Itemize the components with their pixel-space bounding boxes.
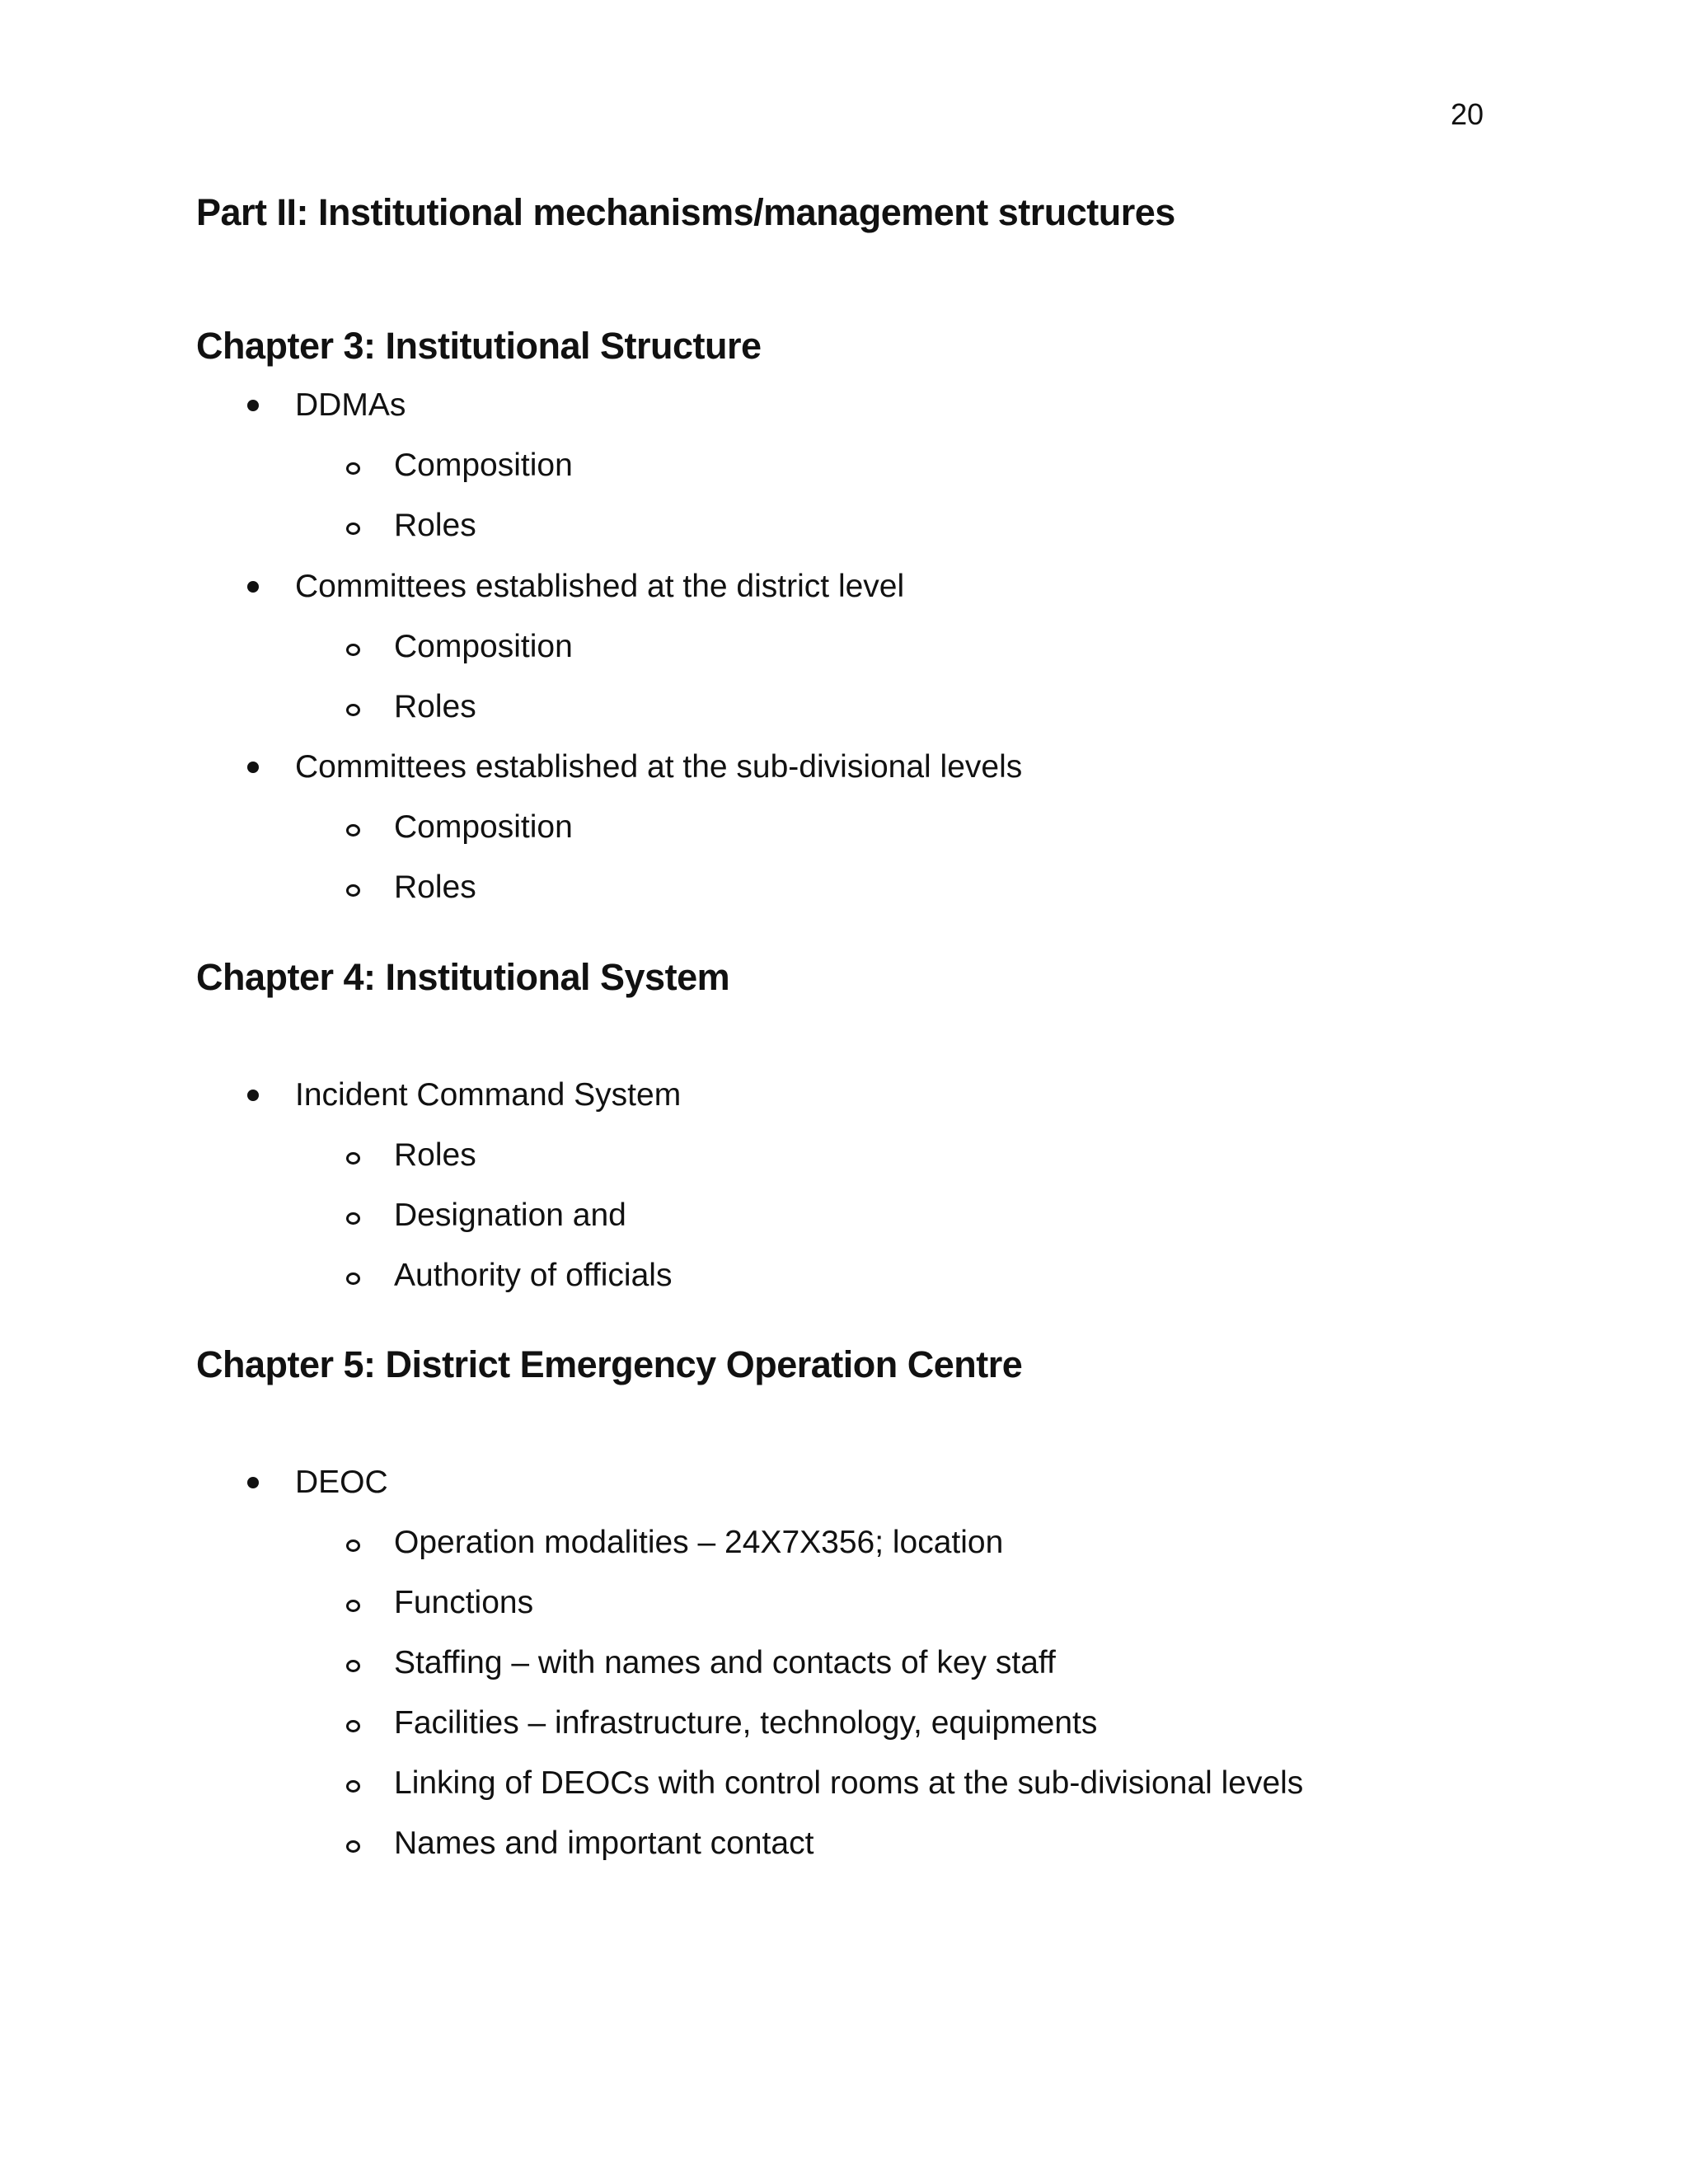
list-item-label: Committees established at the district level [295,569,905,604]
sub-list-item-label: Composition [394,809,573,845]
circle-bullet-icon [345,699,394,716]
list-item [246,1071,681,1120]
bullet-icon [246,581,295,593]
list-item [246,743,1022,792]
circle-bullet-icon [345,1655,394,1672]
circle-bullet-icon [345,1595,394,1612]
circle-bullet-icon [345,819,394,837]
circle-bullet-icon [345,1535,394,1552]
sub-list-item-label: Roles [394,689,476,724]
sub-list-item-label: Composition [394,448,573,483]
circle-bullet-icon [345,1207,394,1225]
sub-list-item [345,441,573,490]
circle-bullet-icon [345,1715,394,1732]
sub-list-item [345,1759,1303,1808]
list-item-label: DEOC [295,1465,388,1500]
circle-bullet-icon [345,639,394,656]
list-item [246,1458,388,1507]
circle-bullet-icon [345,457,394,475]
bullet-icon [246,1477,295,1488]
list-item [246,381,406,430]
sub-list-item-label: Roles [394,1137,476,1173]
circle-bullet-icon [345,518,394,535]
sub-list-item [345,1638,1056,1688]
sub-list-item [345,622,573,672]
list-item-label: DDMAs [295,387,406,423]
bullet-icon [246,400,295,411]
sub-list-item [345,803,573,852]
sub-list-item [345,682,476,732]
sub-list-item-label: Designation and [394,1197,626,1233]
sub-list-item-label: Operation modalities – 24X7X356; location [394,1525,1004,1560]
sub-list-item-label: Roles [394,508,476,543]
page-number: 20 [1450,97,1484,131]
circle-bullet-icon [345,879,394,897]
part-title: Part II: Institutional mechanisms/management structures [196,191,1175,233]
sub-list-item [345,501,476,551]
circle-bullet-icon [345,1775,394,1793]
sub-list-item-label: Linking of DEOCs with control rooms at the sub-divisional levels [394,1765,1304,1801]
bullet-icon [246,1090,295,1101]
bullet-icon [246,762,295,773]
sub-list-item [345,1819,814,1868]
list-item-label: Incident Command System [295,1077,682,1113]
sub-list-item-label: Staffing – with names and contacts of key staff [394,1645,1056,1680]
chapter-3-title: Chapter 3: Institutional Structure [196,325,762,367]
sub-list-item [345,1131,476,1180]
sub-list-item-label: Authority of officials [394,1258,673,1293]
sub-list-item [345,1578,533,1628]
circle-bullet-icon [345,1147,394,1165]
sub-list-item [345,1518,1003,1568]
chapter-5-title: Chapter 5: District Emergency Operation Centre [196,1343,1023,1385]
sub-list-item-label: Names and important contact [394,1825,814,1861]
sub-list-item [345,1191,626,1240]
circle-bullet-icon [345,1268,394,1285]
sub-list-item-label: Roles [394,869,476,905]
sub-list-item [345,1699,1097,1748]
sub-list-item-label: Functions [394,1585,534,1620]
sub-list-item-label: Facilities – infrastructure, technology, equipments [394,1705,1098,1741]
list-item [246,562,904,612]
sub-list-item [345,863,476,912]
list-item-label: Committees established at the sub-divisional levels [295,749,1023,785]
sub-list-item [345,1251,672,1301]
sub-list-item-label: Composition [394,629,573,664]
circle-bullet-icon [345,1835,394,1853]
chapter-4-title: Chapter 4: Institutional System [196,956,730,998]
